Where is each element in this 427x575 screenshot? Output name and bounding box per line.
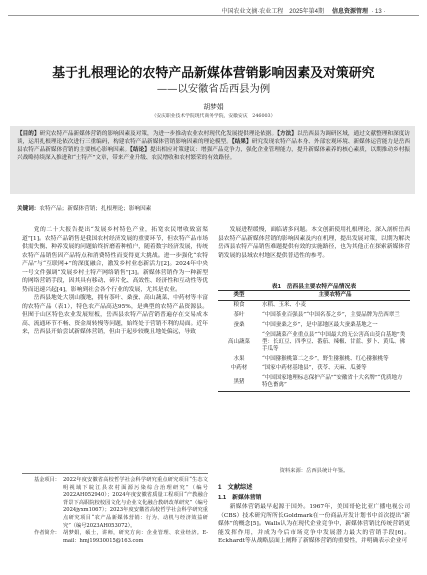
fund-note [22,477,208,530]
abstract-conclusion: 提出相应对策建议：增强产品竞争力，强化企业管理能力，提升新媒体素养的核心素质，以期推动乡村振兴战略持续深入推进和“土特产”文章，带来产业升级、农民增收和农村繁荣的有效路径。 [17,147,410,162]
table-header-items: 主要农特产品 [260,291,410,301]
products-table [218,290,410,392]
intro-paragraph-3: 发展进程缓慢，面临诸多问题。本文创新使用扎根理论，深入剖析岳西县农特产品新媒体营销的影响因素及内在机理，提出发展对策，以期为解决岳西县农特产品销售难题提供有效的实施路径，也为其他正在探索新媒体营销发展的县域农村地区提供普适性的参考。 [218,227,410,259]
abstract-method: 以岳西县为调研区域，通过文献整理和深度访谈，运用扎根理论依次进行三重编码，构建农特产品新媒体营销影响因素的理论模型。 [17,131,410,146]
table-cell-type: 茶叶 [233,312,245,319]
table-cell-type: 粮食 [233,302,245,309]
table-row [218,355,410,365]
keywords [17,205,410,213]
table-row [218,364,410,374]
intro-paragraph-2: 岳西县地处大别山腹地，拥有茶叶、桑蚕、高山蔬菜、中药材等丰富的农特产品（表1），特色农产品高达95%，是典型的农特产品资源县。但囿于山区特色农业发展短板，岳西县农特产品营销普遍存在交易成本高、流通环节不畅、资金周转慢等问题，始终处于营销不利的局面。近年来，岳西县开始尝试新媒体营销，但由于起步较晚且地处偏远，导致 [22,295,208,335]
abstract-purpose-label: 【目的】 [17,131,40,137]
table-cell-items: “国家中药材基地县”，茯苓、天麻、瓜蒌等 [262,365,367,372]
table-cell-type: 高山蔬菜 [227,338,250,345]
author-note [22,530,208,545]
table-row [218,311,410,321]
abstract [17,130,410,162]
section-name: 信息资源管理 [332,9,369,15]
left-column [22,226,208,337]
keywords-label: 关键词： [17,206,40,212]
author-note-label: 作者简介： [34,530,60,537]
right-column-top [218,226,410,260]
literature-paragraph: 新媒体营销最早起源于国外。1967年，美国哥伦比亚广播电视公司（CBS）技术研究所所长Goldmark在一份商品开发计划书中首次提出“新媒体”的概念[5]。Walls认为在现代企业竞争中，新媒体营销比传统营销更能发挥作用，并成为今后市场竞争中发展潜力最大的营销手段[6]。Eckhardt等从战略层面上阐释了新媒体营销的重要性，并明确表示企业可 [218,504,410,544]
abstract-conclusion-label: 【结论】 [130,147,150,154]
table-caption: 表1 岳西县主要农特产品情况表 [271,284,357,290]
table-cell-items: “中国国家地理标志保护产品”“安徽省十大名牌”“优质地方特色畜禽” [260,374,410,391]
table-row [218,374,410,391]
table-cell-type: 黑猪 [218,374,260,391]
header-rule [8,15,419,16]
table-row [218,330,410,354]
subsection-heading: 1.1 新媒体营销 [218,494,262,501]
intro-paragraph-1: 党的二十大报告提出“发展乡村特色产业，拓宽农民增收致富渠道”[1]。农特产品销售是我国农村经济发展的重要环节，但农特产品市场供需失衡、种养发展的问题始终折磨着种植户，随着数字经济发展，传统农特产品销售因产品特点和消费特性而变得更大挑战。进一步强化“农特产品”与“互联网+”的深度融合，激发乡村业态新活力[2]。2024年中央一号文件强调“发展乡村土特产网络销售”[3]。新媒体营销作为一种新型的网络营销手段，因其具有移动、碎片化、高效性、经济性和互动性等优势而迅速兴起[4]，影响到社会各个行业的发展，尤其是农业。 [22,227,208,293]
table-cell-type: 水果 [233,355,245,362]
journal-header: 中国农业文摘·农业工程 2025年第4期 [221,9,324,15]
table-header-row [218,291,410,301]
abstract-purpose: 研究农特产品新媒体营销的影响因素及对策，为进一步推动农业农村现代化发展提供理论依据。 [39,131,278,137]
section-heading: 1 文献综述 [218,484,253,491]
page-number: · 13 · [371,9,386,15]
footnote [22,477,208,545]
fund-text: 2022年度安徽省高校哲学社会科学研究重点研究项目“生态文明视域下皖江县农村面源污染综合治理研究”（编号2022AH052940）；2024年度安徽省质量工程项目“产教融合背景下高职院校校园文化与企业文化融合教研改革研究”（编号2024jyxm1067）；2023年度安徽省高校哲学社会科学研究重点研究项目“农产品新媒体营销：行为、动机与经济效益研究”（编号2023AH053072）。 [63,477,208,529]
table-row [218,321,410,331]
table-cell-type: 中药材 [230,365,248,372]
table-cell-items: “中国茶业百强县”“中国名茶之乡”，主要品牌为岳西翠兰 [262,312,400,319]
fund-label: 基金项目： [34,477,60,483]
table-cell-type: 蚕桑 [233,321,245,328]
author-name: 胡梦娟 [203,103,224,111]
footnote-rule [22,473,208,474]
table-cell-items: 水稻、玉米、小麦 [262,302,307,309]
author-affiliation: （安庆职业技术学院现代商务学院，安徽安庆 246003） [151,114,276,119]
table-row [218,301,410,311]
abstract-method-label: 【方法】 [277,131,297,137]
paper-title: 基于扎根理论的农特产品新媒体营销影响因素及对策研究 [52,65,375,80]
table-source: 资料来源：岳西县统计年鉴。 [279,468,349,474]
right-column-bottom [218,481,410,546]
abstract-result-label: 【结果】 [231,139,252,146]
keywords-text: 农特产品；新媒体营销；扎根理论；影响因素 [39,206,152,212]
author-note-text: 胡梦娟，硕士，讲师，研究方向：企业管理、农业经济。E-mail：hmj19930015@163.com [63,530,208,544]
table-header-type: 类型 [218,291,260,301]
table-cell-items: “全国蔬菜产业重点县”“中国最大的无公害高山茭白基地”类型：长豇豆、四季豆、番茄、辣椒、甘蓝、萝卜、黄瓜、佛手瓜等 [262,331,406,353]
abstract-result: 研究发现农特产品本身、外部宏观环境、新媒体运营能力是岳西县农特产品新媒体营销的主要核心影响因素。 [17,139,410,154]
table-cell-items: “中国蚕桑之乡”，是中部地区最大蚕桑基地之一 [262,321,378,328]
paper-subtitle: ——以安徽省岳西县为例 [156,83,271,95]
table-cell-items: “中国猕猴桃第二之乡”，野生猕猴桃、红心猕猴桃等 [262,355,389,362]
section-header [332,6,420,15]
